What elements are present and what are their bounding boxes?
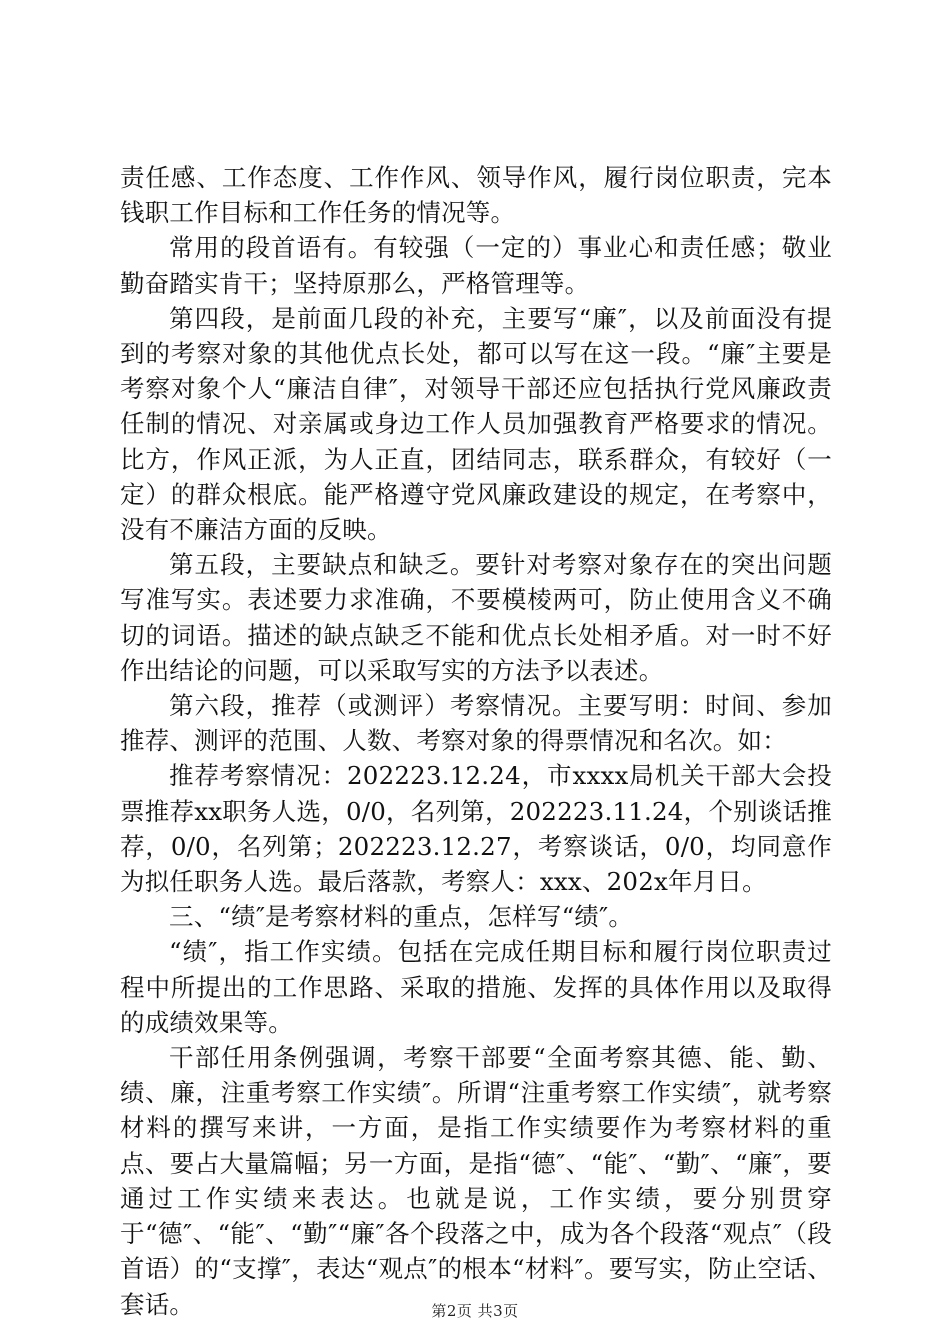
paragraph-regulation-emphasis: 干部任用条例强调，考察干部要“全面考察其德、能、勤、绩、廉，注重考察工作实绩″。所谓“注重考察工作实绩″，就考察材料的撰写来讲，一方面，是指工作实绩要作为考察材料的重点、要占大量篇幅；另一方面，是指“德″、“能″、“勤″、“廉″，要通过工作实绩来表达。也就是说，工作实绩，要分别贯穿于“德″、“能″、“勤″“廉″各个段落之中，成为各个段落“观点″（段首语）的“支撑″，表达“观点″的根本“材料″。要写实，防止空话、套话。: [120, 1043, 832, 1319]
paragraph-opening-phrases: 常用的段首语有。有较强（一定的）事业心和责任感；敬业勤奋踏实肯干；坚持原那么，严格管理等。: [120, 233, 832, 298]
paragraph-section-five: 第五段，主要缺点和缺乏。要针对考察对象存在的突出问题写准写实。表述要力求准确，不要模棱两可，防止使用含义不确切的词语。描述的缺点缺乏不能和优点长处相矛盾。对一时不好作出结论的问题，可以采取写实的方法予以表述。: [120, 550, 832, 685]
page-number-footer: 第2页 共3页: [431, 1302, 519, 1320]
document-body: [120, 160, 832, 1322]
paragraph-achievement-definition: “绩″，指工作实绩。包括在完成任期目标和履行岗位职责过程中所提出的工作思路、采取的措施、发挥的具体作用以及取得的成绩效果等。: [120, 937, 832, 1037]
paragraph-continued: 责任感、工作态度、工作作风、领导作风，履行岗位职责，完本钱职工作目标和工作任务的情况等。: [120, 163, 832, 228]
paragraph-recommendation-example: 推荐考察情况：202223.12.24，市xxxx局机关干部大会投票推荐xx职务人选，0/0，名列第，202223.11.24，个别谈话推荐，0/0，名列第；202223.12.27，考察谈话，0/0，均同意作为拟任职务人选。最后落款，考察人：xxx、202x年月日。: [120, 761, 832, 897]
paragraph-section-six: 第六段，推荐（或测评）考察情况。主要写明：时间、参加推荐、测评的范围、人数、考察对象的得票情况和名次。如：: [120, 691, 832, 756]
section-heading-three: 三、“绩″是考察材料的重点，怎样写“绩″。: [169, 902, 634, 932]
paragraph-section-four: 第四段，是前面几段的补充，主要写“廉″，以及前面没有提到的考察对象的其他优点长处，都可以写在这一段。“廉″主要是考察对象个人“廉洁自律″，对领导干部还应包括执行党风廉政责任制的情况、对亲属或身边工作人员加强教育严格要求的情况。比方，作风正派，为人正直，团结同志，联系群众，有较好（一定）的群众根底。能严格遵守党风廉政建设的规定，在考察中，没有不廉洁方面的反映。: [120, 303, 832, 545]
